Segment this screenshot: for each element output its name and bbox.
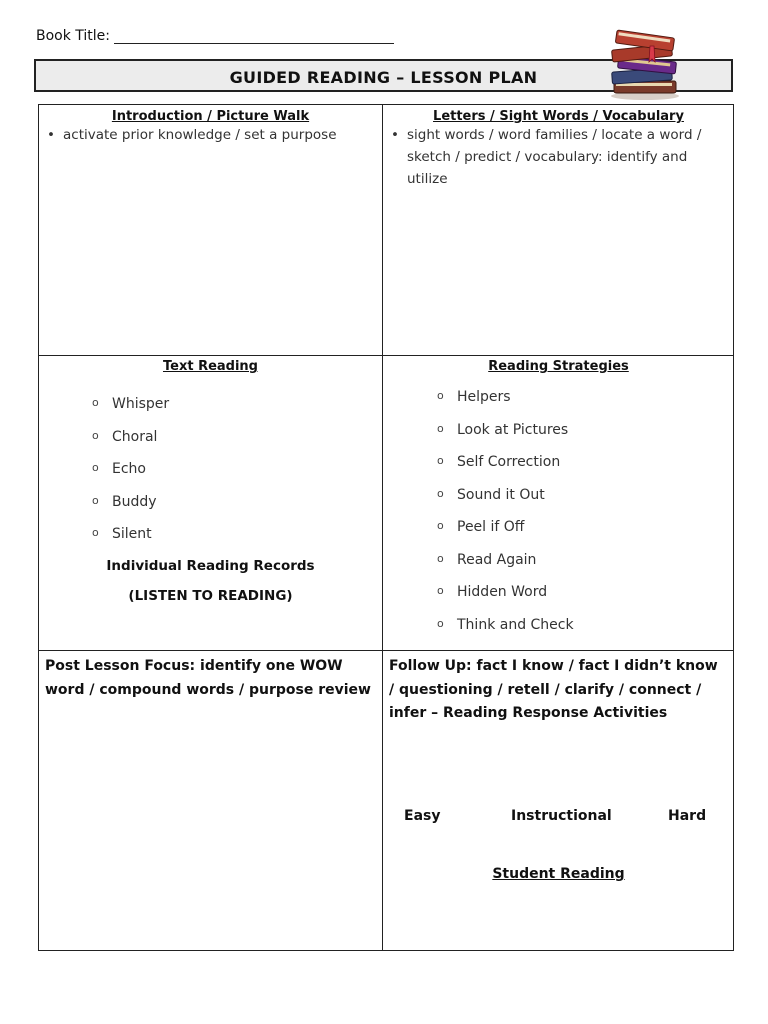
book-title-label: Book Title: bbox=[36, 28, 111, 44]
letters-cell[interactable] bbox=[383, 105, 734, 356]
list-item: o Think and Check bbox=[437, 616, 574, 633]
text-reading-list bbox=[39, 396, 382, 559]
intro-cell[interactable] bbox=[39, 105, 383, 356]
strategies-list bbox=[383, 389, 734, 649]
follow-up-text: Follow Up: fact I know / fact I didn’t know / questioning / retell / clarify / connect / infer – Reading Response Activities bbox=[389, 658, 718, 721]
books-stack-icon bbox=[600, 26, 688, 102]
list-item: o Read Again bbox=[437, 551, 537, 568]
list-item: o Peel if Off bbox=[437, 519, 525, 535]
list-item: o Helpers bbox=[437, 389, 511, 405]
list-item: o Look at Pictures bbox=[437, 421, 569, 438]
text-reading-title: Text Reading bbox=[162, 359, 258, 374]
post-lesson-cell[interactable] bbox=[39, 651, 383, 950]
text-reading-cell[interactable] bbox=[39, 356, 383, 651]
list-item: o Buddy bbox=[92, 493, 157, 510]
list-item: o Whisper bbox=[92, 396, 170, 412]
reading-records-label: Individual Reading Records bbox=[106, 557, 315, 574]
follow-up-cell[interactable] bbox=[383, 651, 734, 950]
list-item: o Choral bbox=[92, 428, 158, 445]
book-title-field bbox=[36, 27, 394, 44]
list-item: o Silent bbox=[92, 526, 152, 542]
level-instructional[interactable]: Instructional bbox=[511, 808, 612, 824]
list-item: • sight words / word families / locate a word / sketch / predict / vocabulary: identify and utilize bbox=[391, 127, 702, 187]
list-item: o Hidden Word bbox=[437, 584, 548, 600]
list-item: o Sound it Out bbox=[437, 486, 545, 503]
student-reading-title: Student Reading bbox=[492, 866, 625, 882]
strategies-cell[interactable] bbox=[383, 356, 734, 651]
list-item: • activate prior knowledge / set a purpose bbox=[47, 127, 337, 143]
level-hard[interactable]: Hard bbox=[668, 808, 707, 824]
letters-title: Letters / Sight Words / Vocabulary bbox=[433, 109, 684, 124]
level-easy[interactable]: Easy bbox=[404, 808, 441, 824]
listen-label: (LISTEN TO READING) bbox=[128, 587, 293, 604]
page-title: GUIDED READING – LESSON PLAN bbox=[229, 68, 538, 87]
lesson-plan-grid bbox=[38, 104, 734, 951]
intro-title: Introduction / Picture Walk bbox=[111, 109, 310, 124]
post-lesson-text: Post Lesson Focus: identify one WOW word / compound words / purpose review bbox=[45, 658, 371, 698]
list-item: o Self Correction bbox=[437, 454, 561, 470]
strategies-title: Reading Strategies bbox=[488, 359, 629, 374]
book-title-blank[interactable] bbox=[114, 27, 394, 44]
list-item: o Echo bbox=[92, 461, 146, 477]
